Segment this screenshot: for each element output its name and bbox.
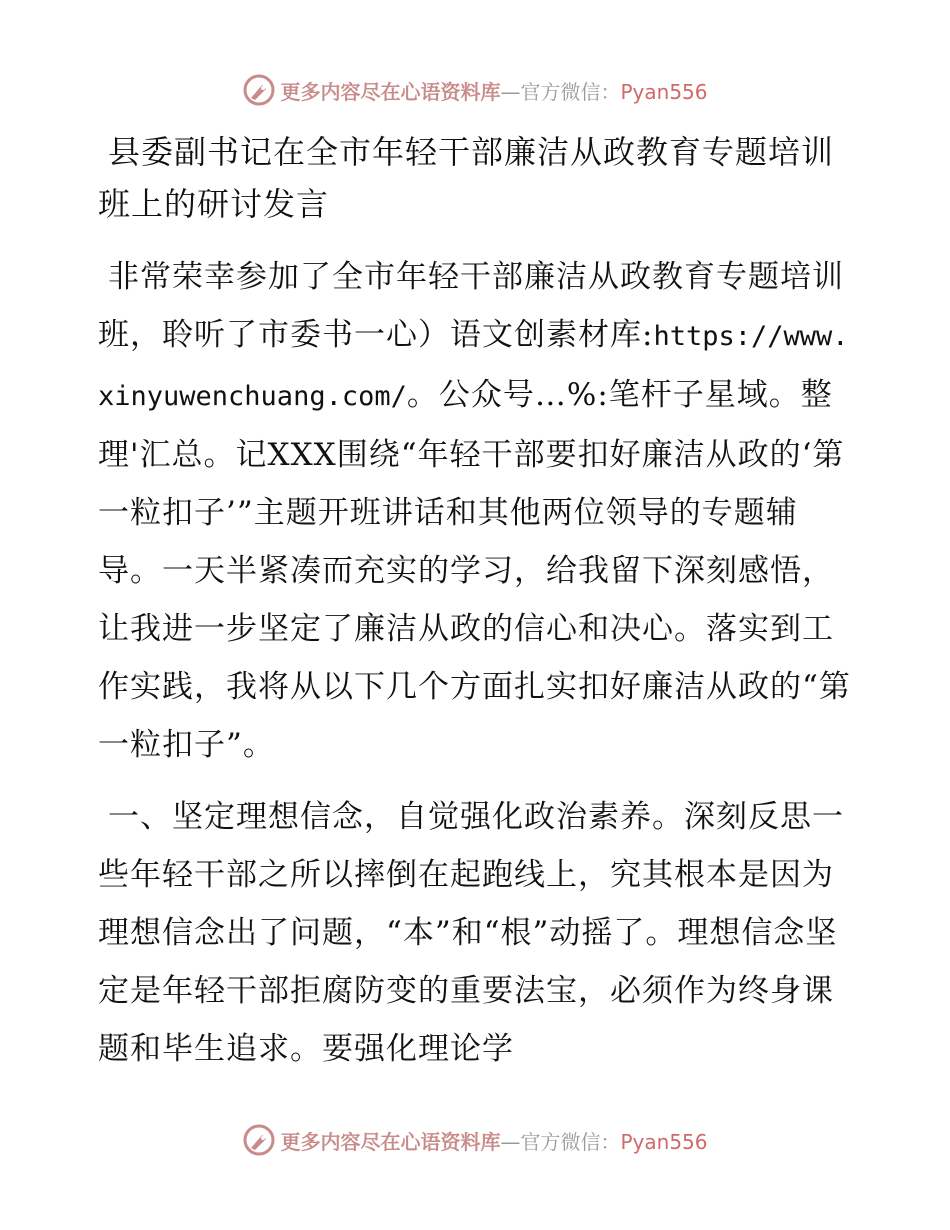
header-watermark bbox=[0, 70, 950, 110]
footer-watermark bbox=[0, 1120, 950, 1160]
pen-nib-logo-icon bbox=[242, 1123, 276, 1157]
source-url: https://www.xinyuwenchuang.com/ bbox=[98, 321, 849, 412]
paragraph-section-one: 一、坚定理想信念，自觉强化政治素养。深刻反思一些年轻干部之所以摔倒在起跑线上，究其根本是因为理想信念出了问题，“本”和“根”动摇了。理想信念坚定是年轻干部拒腐防变的重要法宝，必须作为终身课题和毕生追求。要强化理论学 bbox=[98, 799, 844, 1067]
document-title: 县委副书记在全市年轻干部廉洁从政教育专题培训班上的研讨发言 bbox=[98, 133, 835, 223]
pen-nib-logo-icon bbox=[242, 73, 276, 107]
watermark-text: 更多内容尽在心语资料库—官方微信：Pyan556 bbox=[280, 79, 708, 104]
watermark-text: 更多内容尽在心语资料库—官方微信：Pyan556 bbox=[280, 1129, 708, 1154]
document-body bbox=[98, 126, 858, 1092]
paragraph-intro: 非常荣幸参加了全市年轻干部廉洁从政教育专题培训班，聆听了市委书一心）语文创素材库:https://www.xinyuwenchuang.com/。公众号…%:笔杆子星域。整理'汇总。记XXX围绕“年轻干部要扣好廉洁从政的‘第一粒扣子’”主题开班讲话和其他两位领导的专题辅导。一天半紧凑而充实的学习，给我留下深刻感悟，让我进一步坚定了廉洁从政的信心和决心。落实到工作实践，我将从以下几个方面扎实扣好廉洁从政的“第一粒扣子”。 bbox=[98, 259, 851, 763]
